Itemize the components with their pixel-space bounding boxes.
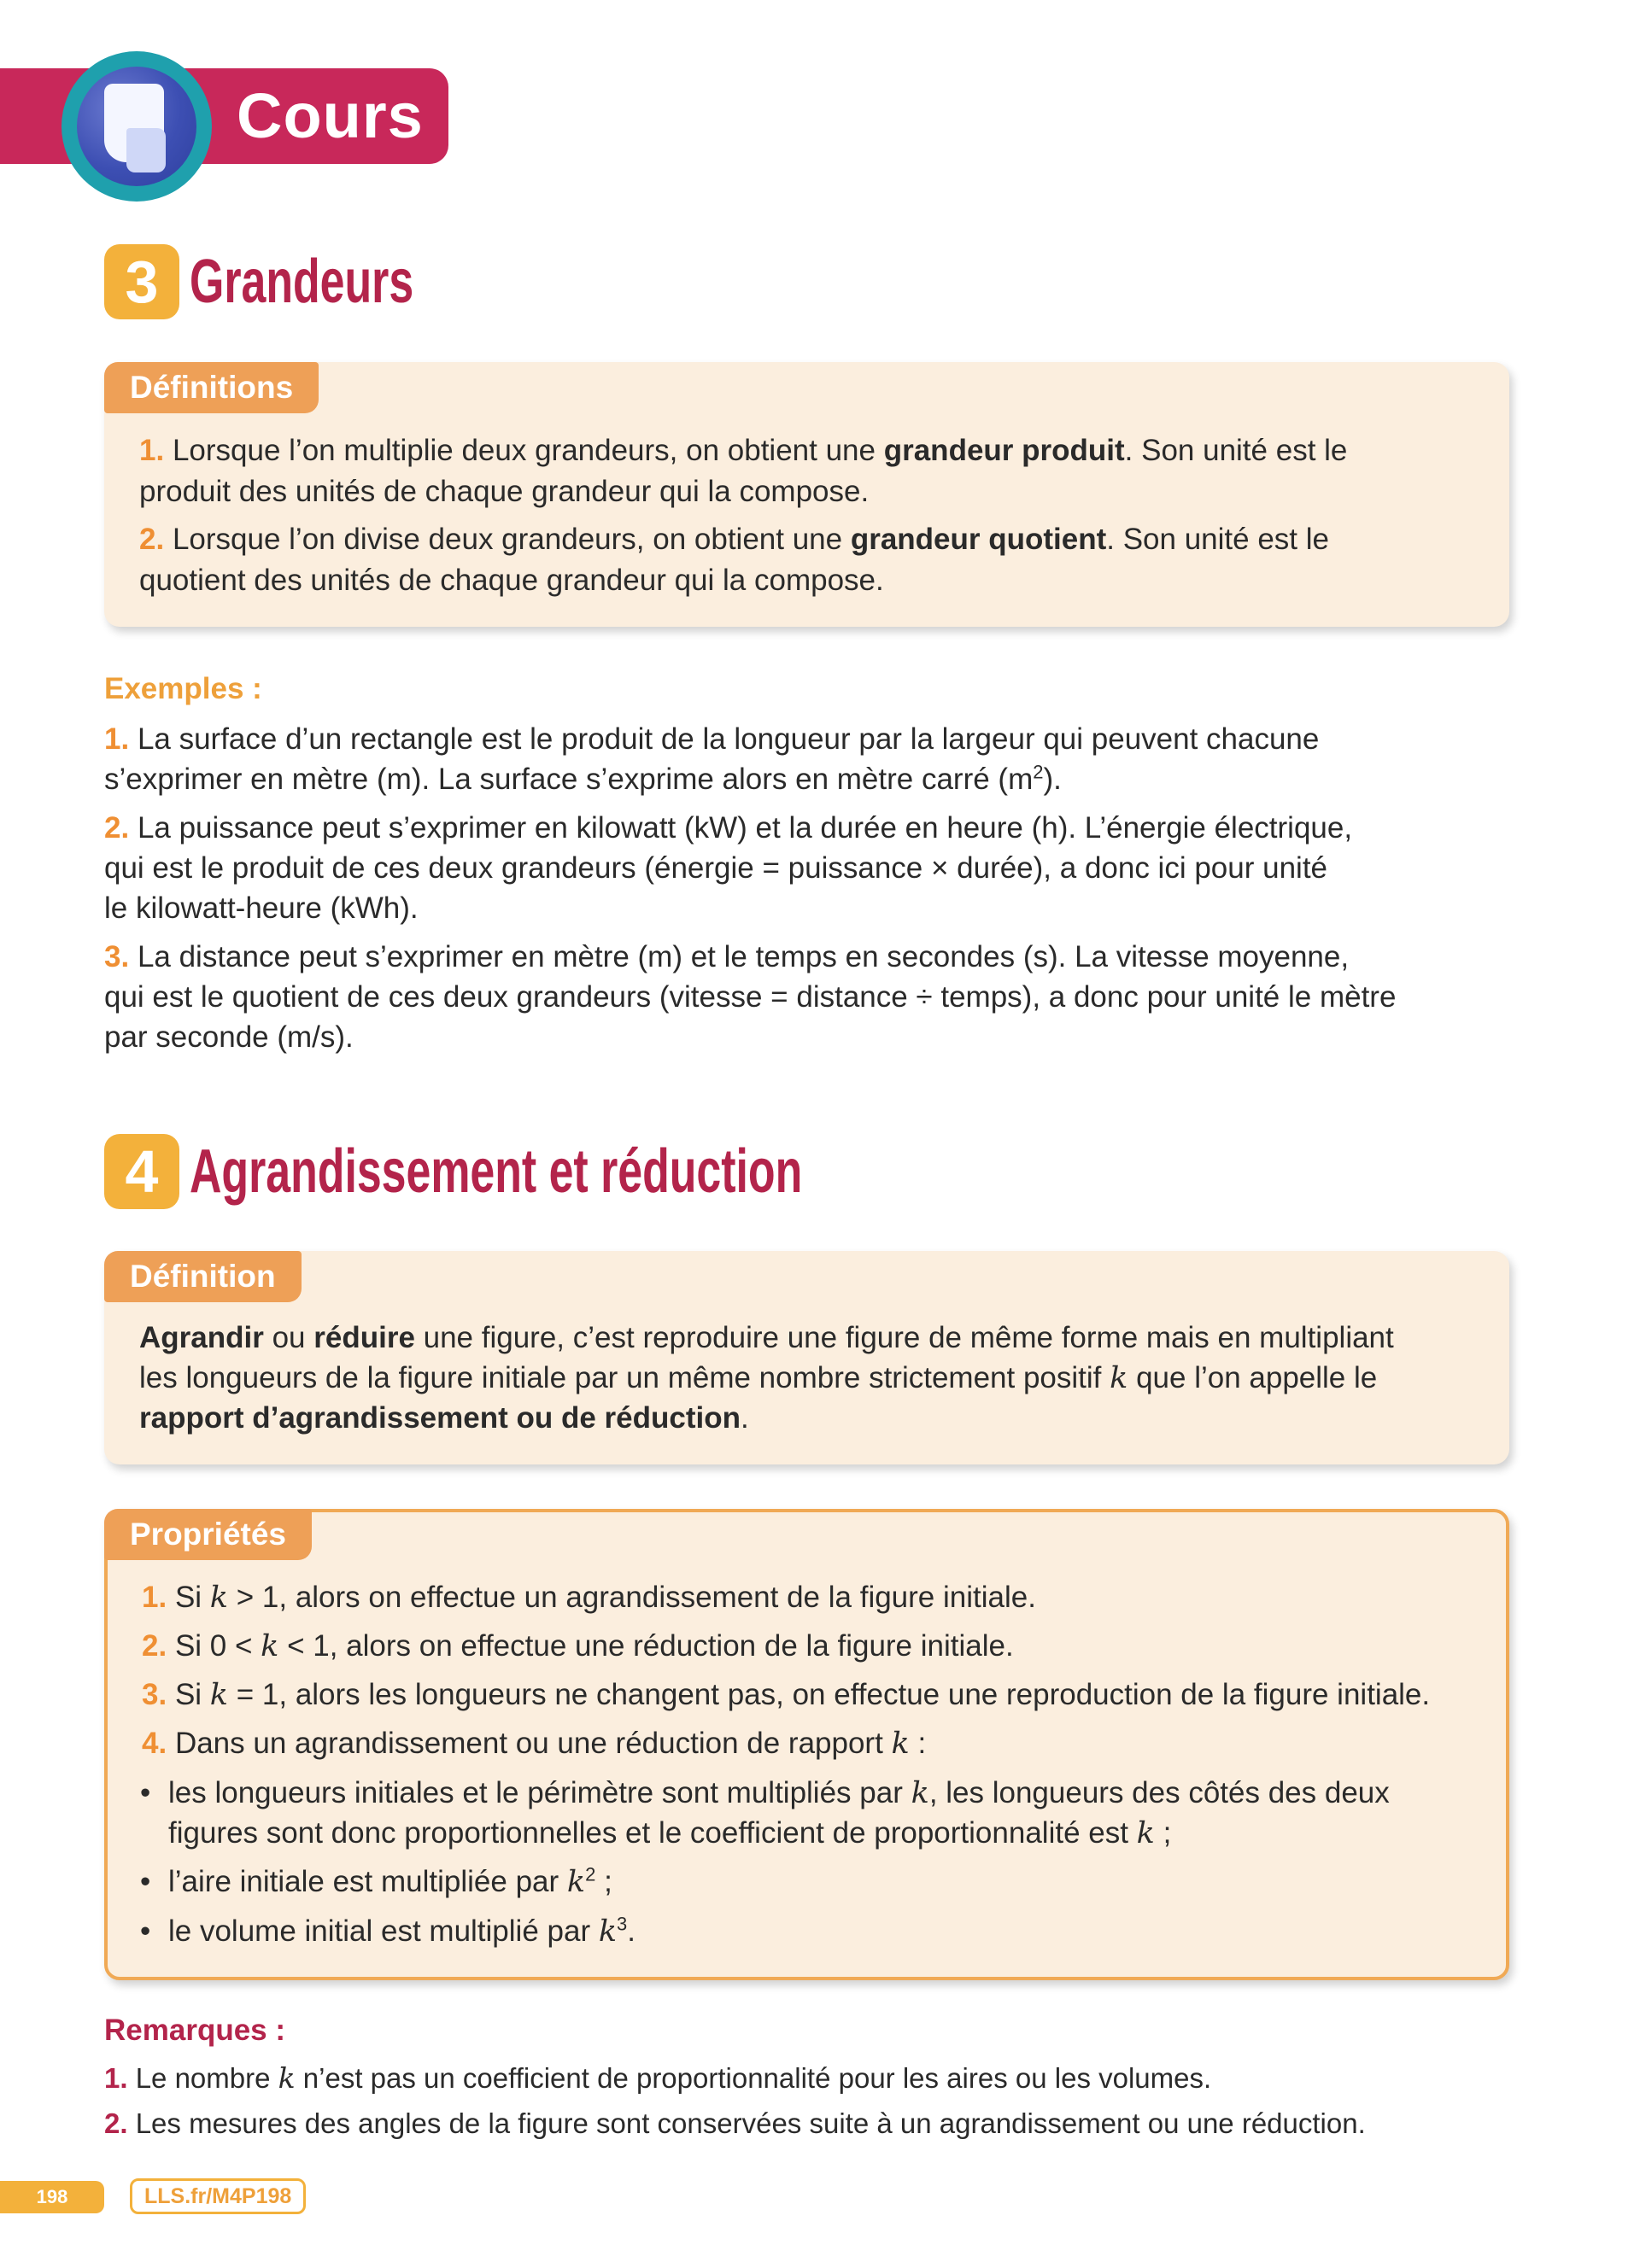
definition-2-term: grandeur quotient [850, 523, 1107, 556]
definitions-tag: Définitions [104, 362, 319, 413]
definition-end: . [740, 1401, 749, 1435]
property-4-number: 4. [142, 1727, 167, 1760]
example-2 [104, 808, 1352, 849]
properties-tag: Propriétés [104, 1509, 312, 1560]
definition-1 [139, 430, 1347, 471]
remark-1-number: 1. [104, 2062, 128, 2094]
bullet-icon: • [140, 1865, 151, 1898]
section-3-title: Grandeurs [190, 248, 414, 316]
property-bullet-3 [168, 1911, 636, 1952]
property-4-text: Dans un agrandissement ou une réduction de rapport [174, 1727, 892, 1760]
example-1 [104, 719, 1319, 760]
example-1-line2 [104, 759, 1062, 800]
definition-line2-text: les longueurs de la figure initiale par un même nombre strictement positif [139, 1361, 1110, 1394]
remark-1 [104, 2060, 1211, 2097]
definition-line1 [139, 1318, 1394, 1359]
definition-line3 [139, 1398, 749, 1439]
definition-text-or: ou [263, 1321, 314, 1354]
property-4-text-end: : [909, 1727, 927, 1760]
bullet-3-k: k [598, 1914, 618, 1949]
property-4 [142, 1723, 926, 1764]
definition-term-reduire: réduire [313, 1321, 415, 1354]
property-1-number: 1. [142, 1581, 167, 1614]
property-1-text: Si [174, 1581, 210, 1614]
bullet-2-text: l’aire initiale est multipliée par [168, 1865, 567, 1898]
example-2-number: 2. [104, 811, 130, 845]
definition-text: une figure, c’est reproduire une figure de même forme mais en multipliant [414, 1321, 1394, 1354]
example-2-line2: qui est le produit de ces deux grandeurs (énergie = puissance × durée), a donc ici pour unité [104, 851, 1328, 885]
example-3-line3: par seconde (m/s). [104, 1020, 354, 1054]
property-bullet-2 [168, 1862, 612, 1903]
remark-2-text: Les mesures des angles de la figure sont conservées suite à un agrandissement ou une réduction. [135, 2107, 1366, 2139]
bullet-3-text-end: . [627, 1914, 636, 1948]
definition-term-agrandir: Agrandir [139, 1321, 264, 1354]
bullet-3-text: le volume initial est multiplié par [168, 1914, 599, 1948]
definition-2-text-end: . Son unité est le [1106, 523, 1329, 556]
bullet-icon: • [140, 1914, 151, 1948]
bullet-icon: • [140, 1776, 151, 1809]
bullet-1-k: k [911, 1776, 929, 1810]
bullet-2-exponent: 2 [585, 1863, 596, 1885]
lls-link[interactable]: LLS.fr/M4P198 [130, 2178, 306, 2214]
remark-1-text: Le nombre [135, 2062, 278, 2094]
property-3-text: Si [174, 1678, 210, 1711]
property-3-k: k [209, 1678, 229, 1712]
bullet-1-line2-text: figures sont donc proportionnelles et le coefficient de proportionnalité est [168, 1816, 1137, 1850]
definition-2-number: 2. [139, 523, 165, 556]
definition-1-text-end: . Son unité est le [1124, 434, 1348, 467]
remark-2 [104, 2105, 1366, 2142]
definition-2-text: Lorsque l’on divise deux grandeurs, on obtient une [172, 523, 851, 556]
property-3-text-end: = 1, alors les longueurs ne changent pas, on effectue une reproduction de la figure initiale. [228, 1678, 1431, 1711]
property-2-number: 2. [142, 1629, 167, 1663]
definition-tag: Définition [104, 1251, 302, 1302]
bullet-2-text-end: ; [595, 1865, 612, 1898]
section-4-number: 4 [104, 1134, 179, 1209]
page-number: 198 [0, 2181, 104, 2213]
bullet-3-exponent: 3 [617, 1913, 628, 1935]
header-title: Cours [237, 80, 424, 151]
definition-k: k [1110, 1361, 1128, 1395]
example-2-line3: le kilowatt-heure (kWh). [104, 891, 419, 925]
property-1-text-end: > 1, alors on effectue un agrandissement de la figure initiale. [228, 1581, 1036, 1614]
document-icon-fold [126, 128, 166, 172]
property-2-text: Si 0 < [174, 1629, 261, 1663]
definition-term-rapport: rapport d’agrandissement ou de réduction [139, 1401, 741, 1435]
remark-1-text-end: n’est pas un coefficient de proportionnalité pour les aires ou les volumes. [295, 2062, 1212, 2094]
section-3-number: 3 [104, 244, 179, 319]
definition-2-line2: quotient des unités de chaque grandeur qui la compose. [139, 564, 884, 597]
bullet-1-text: les longueurs initiales et le périmètre sont multipliés par [168, 1776, 911, 1809]
property-bullet-1 [168, 1773, 1390, 1814]
example-2-line1: La puissance peut s’exprimer en kilowatt (kW) et la durée en heure (h). L’énergie électrique, [137, 811, 1353, 845]
example-1-line2-end: ). [1043, 763, 1062, 796]
remark-1-k: k [278, 2061, 296, 2095]
definition-2 [139, 519, 1329, 560]
property-2-k: k [261, 1629, 279, 1663]
definition-1-text: Lorsque l’on multiplie deux grandeurs, on obtient une [172, 434, 884, 467]
example-1-line2-text: s’exprimer en mètre (m). La surface s’exprime alors en mètre carré (m [104, 763, 1034, 796]
definition-line2 [139, 1358, 1377, 1399]
property-3 [142, 1675, 1430, 1716]
definition-1-line2: produit des unités de chaque grandeur qui la compose. [139, 475, 870, 508]
examples-heading: Exemples : [104, 672, 262, 705]
bullet-1-text-end: , les longueurs des côtés des deux [928, 1776, 1390, 1809]
example-1-exponent: 2 [1033, 761, 1044, 783]
property-4-k: k [891, 1727, 910, 1761]
example-3-line2: qui est le quotient de ces deux grandeurs (vitesse = distance ÷ temps), a donc pour unité le mètre [104, 980, 1397, 1014]
bullet-2-k: k [566, 1865, 586, 1899]
property-2 [142, 1626, 1014, 1667]
example-1-line1: La surface d’un rectangle est le produit de la longueur par la largeur qui peuvent chacune [137, 722, 1320, 756]
property-3-number: 3. [142, 1678, 167, 1711]
example-3-number: 3. [104, 940, 130, 973]
remarks-heading: Remarques : [104, 2014, 286, 2047]
property-1-k: k [209, 1581, 229, 1615]
property-1 [142, 1577, 1036, 1618]
example-3 [104, 937, 1349, 978]
definition-1-number: 1. [139, 434, 165, 467]
property-2-text-end: < 1, alors on effectue une réduction de la figure initiale. [278, 1629, 1014, 1663]
bullet-1-line2-k: k [1136, 1816, 1155, 1850]
definition-line2-end: que l’on appelle le [1128, 1361, 1378, 1394]
property-bullet-1-line2 [168, 1813, 1171, 1854]
bullet-1-line2-end: ; [1154, 1816, 1172, 1850]
example-1-number: 1. [104, 722, 130, 756]
example-3-line1: La distance peut s’exprimer en mètre (m) et le temps en secondes (s). La vitesse moyenne, [137, 940, 1350, 973]
definition-1-term: grandeur produit [883, 434, 1125, 467]
remark-2-number: 2. [104, 2107, 128, 2139]
section-4-title: Agrandissement et réduction [190, 1137, 803, 1206]
